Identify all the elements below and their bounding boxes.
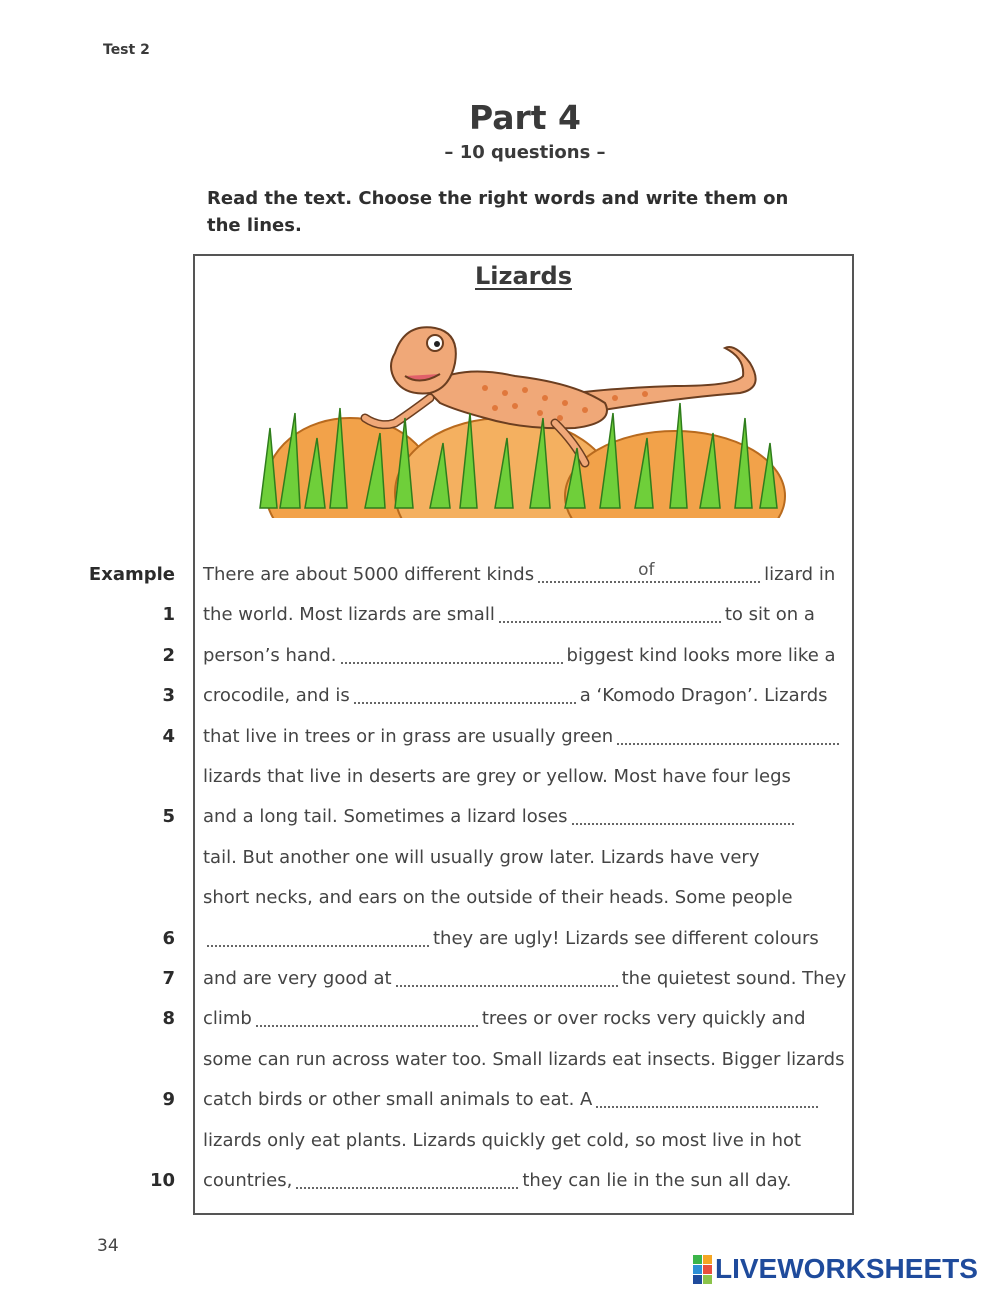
question-number: 9 — [162, 1089, 175, 1110]
answer-blank-2[interactable] — [341, 644, 563, 664]
story-text: lizards only eat plants. Lizards quickly get cold, so most live in hot — [203, 1130, 802, 1151]
answer-blank-8[interactable] — [256, 1007, 478, 1027]
page-number: 34 — [97, 1236, 119, 1256]
story-text-before: that live in trees or in grass are usually green — [203, 726, 614, 747]
question-number: 2 — [162, 645, 175, 666]
story-line — [203, 722, 843, 752]
story-line — [203, 924, 819, 954]
question-number: 7 — [162, 968, 175, 989]
lizard-front-leg-fill — [365, 398, 430, 425]
story-text-after: a ‘Komodo Dragon’. Lizards — [579, 685, 828, 706]
logo-icon — [693, 1255, 712, 1284]
answer-blank-7[interactable] — [396, 967, 618, 987]
story-line — [203, 802, 798, 832]
story-line — [203, 843, 759, 873]
question-number: 3 — [162, 685, 175, 706]
story-text-before: There are about 5000 different kinds — [203, 564, 535, 585]
story-text-after: they are ugly! Lizards see different colours — [433, 928, 819, 949]
story-text-before: person’s hand. — [203, 645, 337, 666]
story-line — [203, 1004, 806, 1034]
story-text: tail. But another one will usually grow later. Lizards have very — [203, 847, 760, 868]
example-answer: of — [638, 560, 655, 580]
question-number: 10 — [149, 1170, 175, 1191]
story-line — [203, 1045, 844, 1075]
story-text-after: trees or over rocks very quickly and — [481, 1008, 806, 1029]
story-title-text: Lizards — [475, 262, 572, 290]
answer-blank-9[interactable] — [596, 1088, 818, 1108]
story-line — [203, 964, 846, 994]
story-text-before: the world. Most lizards are small — [203, 604, 495, 625]
story-text-before: countries, — [203, 1170, 293, 1191]
story-line — [203, 1085, 822, 1115]
answer-blank-10[interactable] — [296, 1169, 518, 1189]
story-text-before: and are very good at — [203, 968, 392, 989]
story-text-before: catch birds or other small animals to eat. A — [203, 1089, 593, 1110]
answer-blank-6[interactable] — [207, 927, 429, 947]
question-number: 5 — [162, 806, 175, 827]
story-line — [203, 883, 793, 913]
test-label: Test 2 — [103, 42, 150, 58]
example-answer-blank[interactable] — [538, 560, 760, 583]
lizard-head — [391, 327, 456, 393]
answer-blank-5[interactable] — [572, 805, 794, 825]
story-text: some can run across water too. Small lizards eat insects. Bigger lizards — [203, 1049, 845, 1070]
lizard-body — [425, 372, 607, 429]
question-number: 8 — [162, 1008, 175, 1029]
answer-blank-4[interactable] — [617, 725, 839, 745]
story-line — [203, 641, 836, 671]
story-line — [203, 1126, 801, 1156]
question-number: Example — [88, 564, 175, 585]
story-text-after: biggest kind looks more like a — [566, 645, 836, 666]
part-subtitle: – 10 questions – — [444, 142, 606, 163]
instructions: Read the text. Choose the right words and write them on the lines. — [207, 188, 789, 236]
question-number: 4 — [162, 726, 175, 747]
part-title: Part 4 — [468, 98, 582, 137]
story-title — [193, 262, 854, 290]
story-line — [203, 560, 835, 590]
answer-blank-3[interactable] — [354, 684, 576, 704]
story-text-before: and a long tail. Sometimes a lizard loses — [203, 806, 568, 827]
question-number: 6 — [162, 928, 175, 949]
liveworksheets-logo — [693, 1254, 978, 1284]
story-text-before: crocodile, and is — [203, 685, 350, 706]
lizard-illustration — [255, 318, 790, 518]
lizard-pupil — [434, 341, 440, 347]
logo-text: LIVEWORKSHEETS — [715, 1253, 978, 1284]
story-text-after: they can lie in the sun all day. — [522, 1170, 792, 1191]
question-number: 1 — [162, 604, 175, 625]
story-line — [203, 1166, 791, 1196]
story-text-after: lizard in — [764, 564, 836, 585]
story-text: lizards that live in deserts are grey or yellow. Most have four legs — [203, 766, 791, 787]
answer-blank-1[interactable] — [499, 603, 721, 623]
story-line — [203, 681, 828, 711]
story-text: short necks, and ears on the outside of their heads. Some people — [203, 887, 793, 908]
story-line — [203, 762, 791, 792]
story-text-after: to sit on a — [724, 604, 815, 625]
story-line — [203, 600, 815, 630]
story-text-before: climb — [203, 1008, 252, 1029]
story-text-after: the quietest sound. They — [621, 968, 847, 989]
